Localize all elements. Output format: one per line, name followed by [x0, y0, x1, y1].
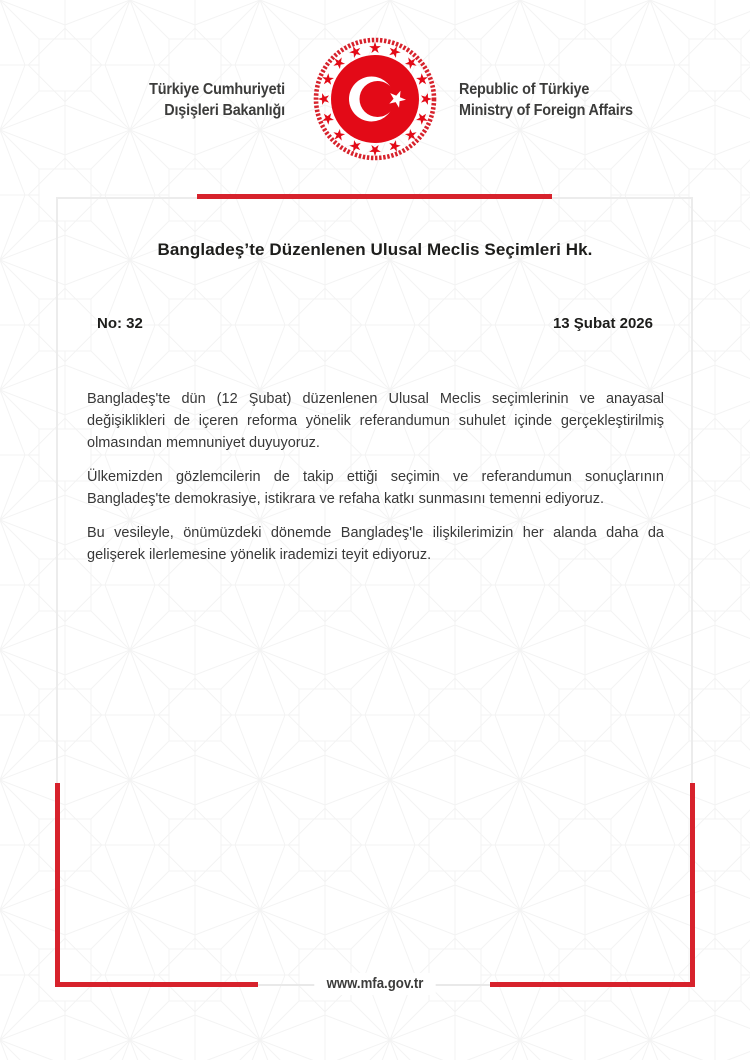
- ministry-name-turkish-line1: Türkiye Cumhuriyeti: [149, 81, 285, 98]
- body-paragraph: Ülkemizden gözlemcilerin de takip ettiği seçimin ve referandumun sonuçlarının Bangladeş'te demokrasiye, istikrara ve refaha katkı sunmasını temenni ediyoruz.: [87, 469, 664, 507]
- press-release-date: 13 Şubat 2026: [552, 315, 653, 332]
- turkiye-mfa-emblem-icon: [313, 37, 437, 161]
- press-release-body: [87, 388, 664, 578]
- ministry-name-english-line2: Ministry of Foreign Affairs: [459, 102, 633, 119]
- red-accent-top-rule: [197, 194, 552, 199]
- website-link[interactable]: www.mfa.gov.tr: [314, 973, 435, 995]
- red-accent-bottom-left-rule: [55, 982, 258, 987]
- press-release-title: Bangladeş’te Düzenlenen Ulusal Meclis Seçimleri Hk.: [157, 240, 593, 259]
- ministry-name-turkish: [149, 79, 285, 121]
- press-release-number: No: 32: [97, 315, 143, 332]
- red-accent-right-rule: [690, 783, 695, 987]
- ministry-name-turkish-line2: Dışişleri Bakanlığı: [164, 102, 285, 119]
- body-paragraph: Bangladeş'te dün (12 Şubat) düzenlenen Ulusal Meclis seçimlerinin ve anayasal değişiklikleri de içeren reforma yönelik referandumun suhulet içinde gerçekleştirilmiş olmasından memnuniyet duyuyoruz.: [87, 391, 664, 451]
- red-accent-left-rule: [55, 783, 60, 987]
- ministry-name-english: [459, 79, 633, 121]
- body-paragraph: Bu vesileyle, önümüzdeki dönemde Bangladeş'le ilişkilerimizin her alanda daha da gelişerek ilerlemesine yönelik irademizi teyit ediyoruz.: [87, 525, 664, 563]
- red-accent-bottom-right-rule: [490, 982, 695, 987]
- ministry-name-english-line1: Republic of Türkiye: [459, 81, 590, 98]
